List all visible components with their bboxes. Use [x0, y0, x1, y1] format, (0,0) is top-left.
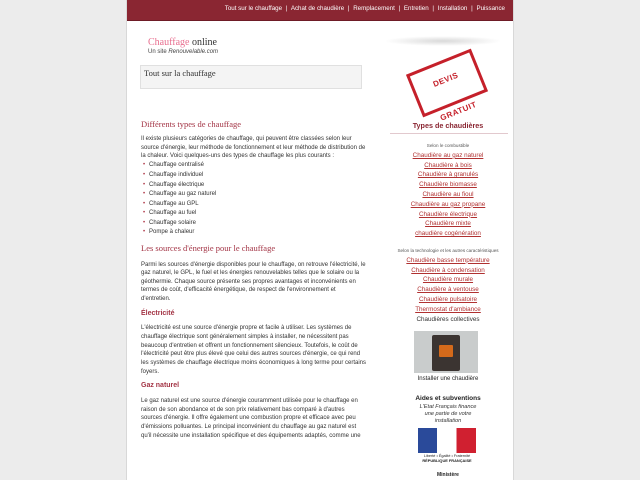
devis-gratuit-stamp[interactable]: DEVIS GRATUIT	[406, 49, 488, 118]
ministere-text: Ministère	[437, 472, 459, 478]
aides-sub-line: L'Etat Français finance	[419, 404, 477, 410]
tagline-site: Renouvelable.com	[168, 49, 219, 55]
stove-illustration	[432, 335, 460, 371]
sidebar-link-mixte[interactable]: Chaudière mixte	[425, 220, 471, 228]
gaz-naturel-text: Le gaz naturel est une source d'énergie couramment utilisée pour le chauffage en raison de son abondance et de son prix relativement bas comparé à d'autres sources d'énergie. Il offre également une combustion propre et efficace avec peu d'émissions polluantes. Le principal inconvénient du chauffage au gaz naturel est qu'il nécessite une installation spécifique et des équipements adaptés, comme une	[141, 398, 361, 439]
aides-sub-line: installation	[434, 418, 462, 424]
list-item: • Chauffage individuel	[149, 171, 366, 181]
page-title: Tout sur la chauffage	[144, 68, 216, 78]
sidebar-title: Types de chaudières	[412, 121, 484, 130]
main-content	[141, 120, 366, 441]
list-item: • Chauffage au GPL	[149, 200, 366, 210]
fire-window	[439, 345, 453, 357]
sidebar-link-ventouse[interactable]: Chaudière à ventouse	[417, 286, 479, 294]
list-item: • Chauffage centralisé	[149, 161, 366, 171]
sidebar-link-gaz-naturel[interactable]: Chaudière au gaz naturel	[412, 151, 484, 159]
page-title-box	[140, 65, 362, 89]
top-nav	[225, 5, 505, 12]
sidebar-divider	[390, 133, 508, 134]
boiler-types-list	[382, 141, 514, 324]
group-label-technologie: Selon la technologie et les autres caractéristiques	[397, 247, 499, 253]
aides-subtitle	[382, 404, 514, 425]
group-label-combustible: Selon le combustible	[426, 143, 470, 148]
sidebar-shadow	[384, 36, 502, 46]
aides-title: Aides et subventions	[415, 395, 481, 402]
sidebar-link-murale[interactable]: Chaudière murale	[422, 276, 474, 284]
nav-separator: |	[347, 5, 350, 12]
install-caption[interactable]: Installer une chaudière	[417, 376, 479, 382]
nav-separator: |	[432, 5, 435, 12]
flag-republique: RÉPUBLIQUE FRANÇAISE	[422, 458, 472, 463]
sidebar-link-condensation[interactable]: Chaudière à condensation	[411, 266, 485, 274]
section-sources-text: Parmi les sources d'énergie disponibles pour le chauffage, on retrouve l'électricité, le gaz naturel, le GPL, le fuel et les énergies renouvelables telles que le solaire ou la géothermie. Chaque source présente ses propres avantages et inconvénients en termes de coût, d'efficacité énergétique, de respect de l'environnement et d'entretien.	[141, 261, 366, 303]
nav-link-tout-sur-le-chauffage[interactable]: Tout sur le chauffage	[224, 5, 283, 12]
boiler-image[interactable]	[414, 331, 478, 373]
nav-separator: |	[471, 5, 473, 12]
logo-part1: Chauffage	[148, 37, 190, 48]
nav-link-remplacement[interactable]: Remplacement	[353, 5, 395, 12]
list-item: • Chauffage électrique	[149, 181, 366, 191]
heating-types-list	[141, 161, 366, 238]
list-item: • Chauffage au gaz naturel	[149, 190, 366, 200]
electricite-text: L'électricité est une source d'énergie propre et facile à utiliser. Les systèmes de chauffage électrique sont généralement simples à installer, ne nécessitent pas beaucoup d'entretien et offrent un fonctionnement silencieux. Toutefois, le coût de l'électricité peut être plus élevé que celui des autres sources d'énergie, ce qui rend les systèmes de chauffage électrique moins économiques à long terme pour certains foyers.	[141, 325, 367, 375]
sidebar-link-gaz-propane[interactable]: Chaudière au gaz propane	[410, 200, 486, 208]
nav-link-installation[interactable]: Installation	[437, 5, 468, 12]
sidebar-link-biomasse[interactable]: Chaudière biomasse	[419, 181, 477, 189]
sidebar-link-granules[interactable]: Chaudière à granulés	[417, 171, 479, 179]
nav-link-puissance[interactable]: Puissance	[476, 5, 505, 12]
nav-link-achat-de-chaudiere[interactable]: Achat de chaudière	[290, 5, 345, 12]
section-heading-types: Différents types de chauffage	[141, 119, 241, 129]
sidebar-link-electrique[interactable]: Chaudière électrique	[418, 210, 478, 218]
list-item: • Chauffage au fuel	[149, 209, 366, 219]
aides-sub-line: une partie de votre	[424, 411, 472, 417]
sidebar-item-collectives: Chaudières collectives	[416, 315, 480, 323]
nav-link-entretien[interactable]: Entretien	[403, 5, 429, 12]
logo-part2: online	[189, 37, 217, 48]
flag-motto: Liberté • Égalité • Fraternité	[423, 454, 471, 458]
site-tagline	[148, 49, 218, 55]
list-item: • Chauffage solaire	[149, 219, 366, 229]
tagline-prefix: Un site	[148, 49, 169, 55]
nav-separator: |	[398, 5, 401, 12]
site-logo[interactable]	[148, 37, 217, 48]
nav-separator: |	[285, 5, 288, 12]
list-item: • Pompe à chaleur	[149, 228, 366, 238]
sidebar-link-cogeneration[interactable]: chaudière cogénération	[415, 230, 481, 238]
subheading-electricite: Électricité	[141, 309, 175, 317]
sidebar-link-pulsatoire[interactable]: Chaudière pulsatoire	[418, 295, 478, 303]
sidebar-link-bois[interactable]: Chaudière à bois	[424, 161, 472, 169]
republique-francaise-logo	[418, 428, 476, 464]
sidebar-link-fioul[interactable]: Chaudière au fioul	[422, 190, 474, 198]
section-heading-sources: Les sources d'énergie pour le chauffage	[141, 243, 276, 254]
top-navigation-bar	[127, 0, 513, 21]
section-types-intro: Il existe plusieurs catégories de chauffage, qui peuvent être classées selon leur source d'énergie, leur méthode de fonctionnement et leur méthode de distribution de la chaleur. Voici quelques-uns des types de chauffage les plus courants :	[141, 135, 366, 160]
tricolor-flag-icon	[418, 428, 476, 453]
sidebar-link-thermostat[interactable]: Thermostat d'ambiance	[415, 305, 481, 313]
subheading-gaz-naturel: Gaz naturel	[141, 382, 180, 390]
sidebar-link-basse-temperature[interactable]: Chaudière basse température	[406, 256, 490, 264]
